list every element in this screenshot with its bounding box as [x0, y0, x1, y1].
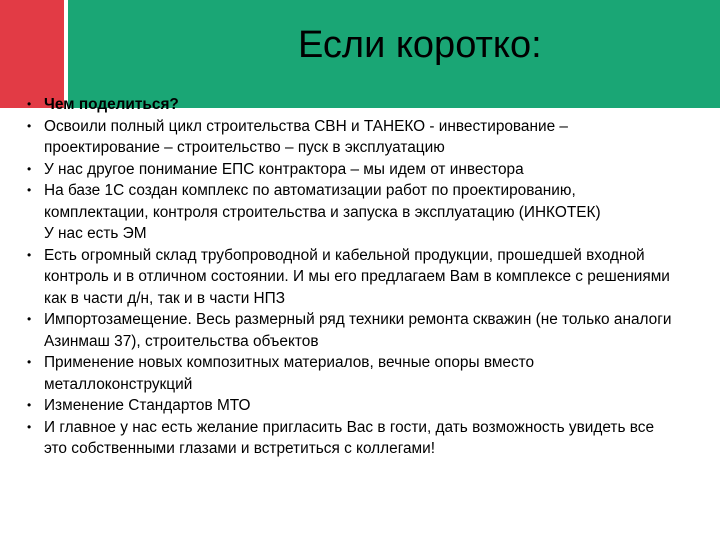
bullet-item: [0, 116, 720, 159]
bullet-item: [0, 159, 720, 181]
bullet-dot-icon: •: [27, 118, 32, 133]
bullet-text: У нас другое понимание ЕПС контрактора – мы идем от инвестора: [44, 160, 524, 178]
bullet-item: [0, 94, 720, 116]
bullet-dot-icon: •: [27, 419, 32, 434]
bullet-text: Импортозамещение. Весь размерный ряд техники ремонта скважин (не только аналоги Азинмаш 37), строительства объектов: [44, 311, 672, 350]
slide-content: [0, 94, 720, 460]
bullet-text: Чем поделиться?: [44, 96, 179, 113]
red-accent-block: [0, 0, 64, 108]
bullet-item: [0, 309, 720, 352]
bullet-dot-icon: •: [27, 183, 32, 197]
bullet-item: [0, 352, 720, 395]
bullet-text: Есть огромный склад трубопроводной и кабельной продукции, прошедшей входной контроль и в отличном состоянии. И мы его предлагаем Вам в комплексе с решениями как в части д/н, так и в части НПЗ: [44, 246, 670, 307]
bullet-item: [0, 180, 720, 245]
bullet-text: Изменение Стандартов МТО: [44, 397, 251, 414]
green-title-band: [68, 0, 720, 108]
bullet-dot-icon: •: [27, 355, 32, 369]
bullet-text: И главное у нас есть желание пригласить Вас в гости, дать возможность увидеть все это собственными глазами и встретиться с коллегами!: [44, 418, 655, 457]
bullet-item: [0, 395, 720, 417]
bullet-item: [0, 245, 720, 310]
header-band: [0, 0, 720, 108]
bullet-dot-icon: •: [27, 97, 32, 111]
bullet-dot-icon: •: [27, 398, 32, 412]
bullet-subline: У нас есть ЭМ: [44, 225, 147, 242]
bullet-text: Применение новых композитных материалов, вечные опоры вместо металлоконструкций: [44, 354, 535, 393]
bullet-item: [0, 417, 720, 460]
bullet-text: Освоили полный цикл строительства СВН и ТАНЕКО - инвестирование – проектирование – строительство – пуск в эксплуатацию: [44, 117, 568, 156]
slide-title: Если коротко:: [298, 24, 542, 66]
bullet-dot-icon: •: [27, 312, 32, 326]
bullet-dot-icon: •: [27, 161, 32, 176]
bullet-text: На базе 1С создан комплекс по автоматизации работ по проектированию, комплектации, контроля строительства и запуска в эксплуатацию (ИНКОТЕК): [44, 182, 601, 221]
bullet-dot-icon: •: [27, 247, 32, 262]
bullet-list: [0, 94, 720, 460]
